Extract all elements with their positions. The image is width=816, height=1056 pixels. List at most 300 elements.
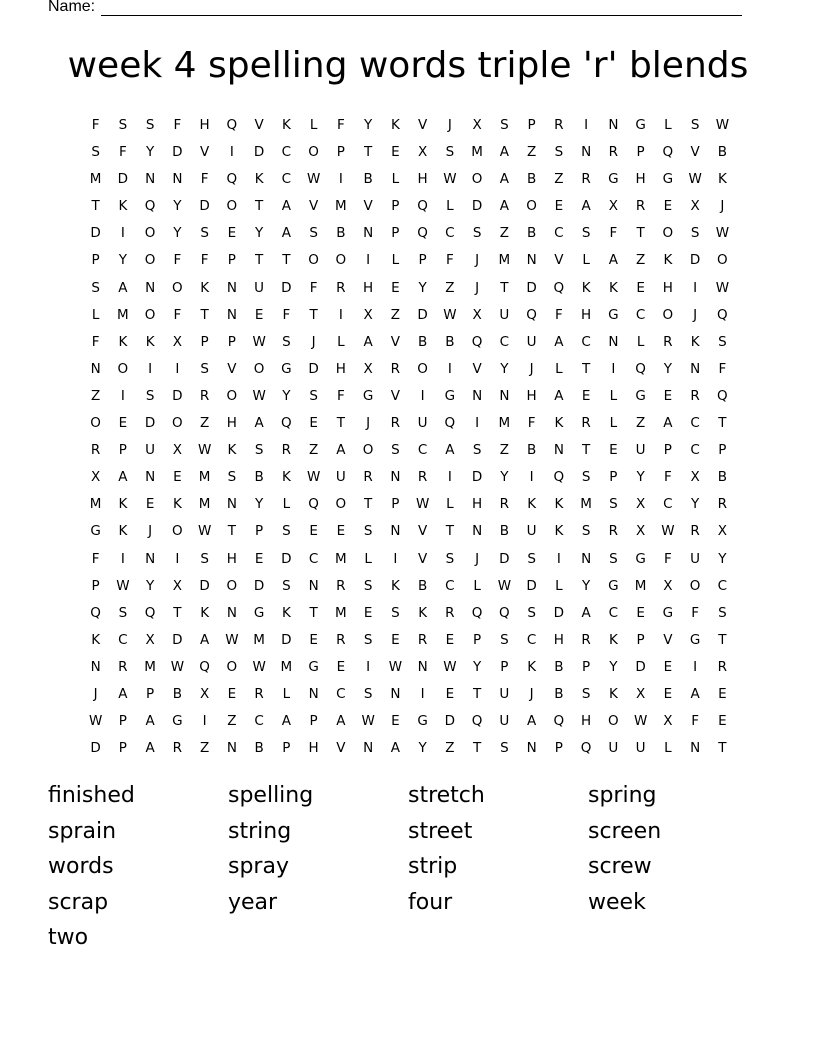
grid-cell: I [447, 360, 452, 377]
grid-cell: P [554, 740, 563, 757]
grid-cell: V [227, 360, 237, 377]
grid-cell: X [145, 631, 155, 648]
grid-cell: O [717, 252, 728, 269]
grid-cell: Y [418, 279, 427, 296]
grid-cell: M [335, 198, 347, 215]
grid-cell: S [445, 144, 455, 161]
grid-cell: E [554, 198, 564, 215]
grid-cell: O [117, 360, 129, 377]
grid-cell: R [172, 740, 183, 757]
grid-cell: J [529, 685, 534, 702]
grid-cell: R [199, 387, 210, 404]
grid-cell: P [282, 740, 291, 757]
grid-cell: X [608, 198, 618, 215]
grid-cell: I [529, 469, 534, 486]
grid-cell: J [311, 333, 316, 350]
grid-cell: N [308, 577, 319, 594]
grid-cell: Q [308, 496, 319, 513]
grid-cell: K [281, 604, 291, 621]
grid-cell: D [689, 252, 701, 269]
grid-cell: D [526, 577, 537, 594]
grid-cell: X [636, 685, 646, 702]
grid-cell: K [717, 171, 727, 188]
word-list-item: spring [588, 783, 657, 808]
grid-cell: P [718, 442, 727, 459]
grid-cell: S [118, 604, 128, 621]
grid-cell: S [500, 740, 509, 757]
grid-cell: K [172, 496, 182, 513]
grid-cell: X [418, 144, 428, 161]
grid-cell: X [172, 577, 182, 594]
grid-cell: X [663, 577, 673, 594]
grid-cell: A [581, 604, 591, 621]
grid-cell: F [663, 469, 672, 486]
grid-cell: S [145, 387, 155, 404]
grid-cell: I [148, 360, 153, 377]
grid-cell: E [609, 442, 618, 459]
grid-cell: L [309, 117, 318, 133]
grid-cell: A [499, 198, 509, 215]
grid-cell: Q [90, 604, 101, 621]
grid-cell: E [145, 496, 155, 513]
grid-cell: Y [255, 225, 264, 242]
grid-cell: L [636, 333, 645, 350]
grid-cell: A [445, 442, 455, 459]
grid-cell: A [581, 198, 591, 215]
grid-cell: J [693, 306, 698, 323]
grid-cell: V [663, 631, 673, 648]
grid-cell: Y [609, 658, 618, 675]
grid-cell: N [608, 117, 619, 133]
grid-cell: U [608, 740, 619, 757]
grid-cell: R [90, 442, 101, 459]
grid-cell: P [391, 198, 400, 215]
grid-cell: G [253, 604, 265, 621]
grid-cell: F [200, 171, 209, 188]
grid-cell: I [338, 171, 343, 188]
grid-cell: G [662, 604, 674, 621]
grid-cell: G [90, 523, 101, 540]
grid-cell: N [145, 279, 156, 296]
grid-cell: V [472, 360, 482, 377]
grid-cell: E [391, 144, 400, 161]
grid-cell: W [388, 658, 403, 675]
grid-cell: H [581, 306, 592, 323]
grid-cell: E [718, 713, 727, 730]
grid-cell: O [662, 306, 674, 323]
grid-cell: V [690, 144, 700, 161]
word-list-item: scrap [48, 889, 109, 915]
grid-cell: G [172, 713, 183, 730]
grid-cell: S [472, 225, 482, 242]
grid-cell: Y [173, 225, 182, 242]
grid-cell: I [393, 550, 398, 567]
grid-cell: A [254, 415, 264, 432]
grid-cell: S [200, 550, 209, 567]
grid-cell: S [527, 550, 536, 567]
grid-cell: Q [144, 198, 156, 215]
grid-cell: Z [445, 740, 455, 757]
word-list [48, 778, 768, 956]
grid-cell: X [690, 198, 700, 215]
grid-cell: O [226, 577, 238, 594]
grid-cell: A [336, 442, 346, 459]
grid-cell: C [445, 225, 455, 242]
grid-cell: R [118, 658, 128, 675]
grid-cell: S [391, 442, 400, 459]
grid-cell: L [446, 496, 454, 513]
grid-cell: H [363, 279, 374, 296]
word-list-item: street [408, 818, 473, 844]
grid-cell: V [554, 252, 564, 269]
grid-cell: N [690, 360, 701, 377]
grid-cell: K [281, 469, 291, 486]
grid-cell: X [472, 117, 482, 133]
grid-cell: R [254, 685, 264, 702]
grid-cell: X [636, 523, 646, 540]
grid-cell: M [117, 306, 129, 323]
grid-cell: I [338, 306, 343, 323]
grid-cell: T [364, 496, 373, 513]
grid-cell: M [335, 550, 347, 567]
grid-cell: K [608, 631, 618, 648]
grid-cell: N [390, 685, 401, 702]
grid-cell: S [609, 550, 618, 567]
grid-cell: X [172, 333, 182, 350]
grid-cell: O [308, 144, 319, 161]
grid-cell: C [717, 577, 728, 594]
word-list-item: screw [588, 854, 652, 879]
grid-cell: B [499, 523, 509, 540]
grid-cell: R [717, 496, 728, 513]
grid-cell: U [335, 469, 346, 486]
grid-cell: B [254, 740, 264, 757]
grid-cell: E [445, 631, 455, 648]
grid-cell: S [609, 496, 618, 513]
grid-cell: F [200, 252, 209, 269]
grid-cell: E [118, 415, 128, 432]
grid-cell: F [527, 415, 536, 432]
grid-cell: L [555, 577, 563, 594]
grid-cell: D [499, 550, 510, 567]
grid-cell: M [253, 631, 265, 648]
grid-cell: T [582, 442, 591, 459]
grid-cell: Q [553, 279, 565, 296]
grid-cell: N [608, 333, 619, 350]
grid-cell: S [91, 279, 100, 296]
grid-cell: F [336, 387, 345, 404]
grid-cell: W [443, 306, 457, 323]
grid-cell: I [420, 685, 425, 702]
grid-cell: W [661, 523, 675, 540]
grid-cell: J [148, 523, 153, 540]
grid-cell: U [635, 740, 646, 757]
grid-cell: S [282, 333, 291, 350]
grid-cell: A [690, 685, 700, 702]
grid-cell: K [390, 117, 400, 133]
grid-cell: W [715, 117, 730, 133]
grid-cell: T [364, 144, 373, 161]
grid-cell: F [663, 550, 672, 567]
grid-cell: V [418, 117, 428, 133]
grid-cell: C [254, 713, 264, 730]
grid-cell: U [526, 333, 537, 350]
grid-cell: P [146, 685, 155, 702]
grid-cell: S [363, 577, 373, 594]
grid-cell: C [690, 415, 700, 432]
grid-cell: C [499, 333, 510, 350]
grid-cell: F [118, 144, 127, 161]
grid-cell: C [690, 442, 700, 459]
grid-cell: J [720, 198, 725, 215]
grid-cell: K [145, 333, 155, 350]
grid-cell: T [473, 685, 482, 702]
grid-cell: L [609, 387, 618, 404]
grid-cell: E [636, 604, 645, 621]
grid-cell: N [145, 171, 156, 188]
grid-cell: A [118, 685, 128, 702]
grid-cell: E [718, 685, 727, 702]
grid-cell: W [88, 713, 103, 730]
grid-cell: O [526, 198, 537, 215]
grid-cell: O [335, 496, 347, 513]
grid-cell: W [116, 577, 130, 594]
grid-cell: P [91, 252, 100, 269]
grid-cell: R [608, 144, 619, 161]
grid-cell: C [554, 225, 564, 242]
grid-cell: P [663, 442, 672, 459]
grid-cell: K [554, 523, 564, 540]
grid-cell: B [526, 442, 537, 459]
grid-cell: K [663, 252, 673, 269]
page-title: week 4 spelling words triple 'r' blends [67, 45, 749, 86]
grid-cell: C [281, 171, 292, 188]
grid-cell: N [226, 306, 237, 323]
grid-cell: K [581, 279, 591, 296]
grid-cell: D [471, 198, 483, 215]
grid-cell: O [608, 713, 619, 730]
grid-cell: W [306, 469, 321, 486]
word-list-item: spelling [228, 783, 314, 808]
name-line [48, 0, 742, 16]
grid-cell: N [417, 658, 428, 675]
grid-cell: C [336, 685, 346, 702]
grid-cell: Y [663, 360, 672, 377]
grid-cell: L [473, 577, 481, 594]
word-list-item: week [588, 889, 646, 915]
grid-cell: U [145, 442, 156, 459]
grid-cell: E [336, 523, 346, 540]
grid-cell: N [690, 740, 701, 757]
grid-cell: Y [582, 577, 591, 594]
grid-cell: Q [417, 198, 428, 215]
grid-cell: N [581, 144, 592, 161]
grid-cell: R [417, 631, 428, 648]
grid-cell: Z [309, 442, 319, 459]
grid-cell: E [581, 387, 591, 404]
grid-cell: Q [144, 604, 156, 621]
grid-cell: K [608, 279, 618, 296]
grid-cell: Z [554, 171, 564, 188]
grid-cell: V [200, 144, 210, 161]
grid-cell: X [717, 523, 727, 540]
word-list-item: four [408, 889, 453, 915]
grid-cell: M [498, 252, 511, 269]
grid-cell: E [254, 306, 264, 323]
grid-cell: K [254, 171, 264, 188]
grid-cell: T [227, 523, 236, 540]
grid-cell: O [172, 523, 183, 540]
grid-cell: U [417, 415, 428, 432]
grid-cell: M [580, 496, 592, 513]
grid-cell: G [635, 387, 646, 404]
grid-cell: C [445, 577, 455, 594]
grid-cell: L [446, 198, 454, 215]
grid-cell: F [609, 225, 618, 242]
grid-cell: N [145, 469, 156, 486]
grid-cell: N [363, 740, 374, 757]
grid-cell: Q [471, 604, 483, 621]
grid-cell: E [391, 713, 400, 730]
grid-cell: L [282, 685, 291, 702]
grid-cell: F [282, 306, 291, 323]
grid-cell: H [199, 117, 210, 133]
grid-cell: R [417, 469, 428, 486]
grid-cell: S [282, 577, 291, 594]
grid-cell: W [715, 279, 730, 296]
grid-cell: U [635, 442, 646, 459]
grid-cell: M [498, 415, 511, 432]
grid-cell: P [309, 713, 318, 730]
grid-cell: S [363, 631, 373, 648]
grid-cell: R [554, 117, 564, 133]
grid-cell: S [254, 442, 264, 459]
grid-cell: H [472, 496, 483, 513]
grid-cell: R [608, 523, 619, 540]
grid-cell: X [636, 496, 646, 513]
grid-cell: A [554, 333, 564, 350]
grid-cell: D [253, 144, 265, 161]
grid-cell: B [254, 469, 264, 486]
grid-cell: M [471, 144, 483, 161]
grid-cell: W [252, 658, 266, 675]
grid-cell: S [391, 604, 400, 621]
grid-cell: J [447, 117, 452, 133]
grid-cell: K [227, 442, 237, 459]
grid-cell: S [500, 117, 509, 133]
grid-cell: J [475, 550, 480, 567]
grid-cell: O [144, 225, 156, 242]
grid-cell: R [445, 604, 455, 621]
grid-cell: R [717, 658, 728, 675]
grid-cell: D [281, 279, 292, 296]
grid-cell: Q [553, 713, 565, 730]
word-list-item: two [48, 925, 89, 950]
grid-cell: F [173, 117, 182, 133]
grid-cell: O [226, 658, 238, 675]
grid-cell: R [336, 631, 346, 648]
grid-cell: P [527, 117, 536, 133]
grid-cell: T [309, 604, 318, 621]
word-list-item: strip [408, 854, 458, 879]
grid-cell: W [361, 713, 375, 730]
grid-cell: T [255, 198, 264, 215]
grid-cell: Z [390, 306, 400, 323]
grid-cell: D [417, 306, 428, 323]
grid-cell: Z [636, 415, 646, 432]
grid-cell: N [226, 279, 237, 296]
grid-cell: A [145, 713, 155, 730]
grid-cell: I [202, 713, 207, 730]
grid-cell: O [253, 360, 265, 377]
grid-cell: R [663, 333, 673, 350]
grid-cell: S [527, 604, 536, 621]
grid-cell: T [473, 740, 482, 757]
grid-cell: I [447, 469, 452, 486]
grid-cell: Q [526, 306, 537, 323]
grid-cell: A [608, 252, 618, 269]
grid-cell: Y [173, 198, 182, 215]
grid-cell: Y [146, 577, 155, 594]
grid-cell: N [308, 685, 319, 702]
grid-cell: P [391, 225, 400, 242]
grid-cell: K [554, 496, 564, 513]
grid-cell: K [118, 523, 128, 540]
grid-cell: N [499, 387, 510, 404]
grid-cell: J [475, 252, 480, 269]
grid-cell: B [717, 144, 727, 161]
grid-cell: X [172, 442, 182, 459]
grid-cell: T [309, 306, 318, 323]
grid-cell: D [144, 415, 156, 432]
grid-cell: S [118, 117, 128, 133]
grid-cell: Y [146, 144, 155, 161]
grid-cell: T [173, 604, 182, 621]
grid-cell: S [581, 469, 591, 486]
grid-cell: O [226, 198, 238, 215]
grid-cell: K [118, 496, 128, 513]
grid-cell: U [690, 550, 701, 567]
grid-cell: Y [500, 360, 509, 377]
grid-cell: X [472, 306, 482, 323]
grid-cell: O [144, 252, 156, 269]
grid-cell: D [199, 198, 210, 215]
grid-cell: P [200, 333, 209, 350]
grid-cell: C [635, 306, 646, 323]
grid-cell: T [718, 631, 727, 648]
grid-cell: O [226, 387, 238, 404]
grid-cell: Y [636, 469, 645, 486]
grid-cell: B [554, 685, 564, 702]
grid-cell: E [663, 685, 673, 702]
word-list-item: string [228, 818, 292, 844]
grid-cell: I [475, 415, 480, 432]
grid-cell: G [635, 550, 646, 567]
grid-cell: X [690, 469, 700, 486]
grid-cell: S [282, 523, 291, 540]
grid-cell: L [391, 252, 400, 269]
grid-cell: A [118, 469, 128, 486]
grid-cell: D [635, 658, 646, 675]
grid-cell: A [281, 713, 291, 730]
word-list-item: year [228, 889, 278, 915]
grid-cell: G [608, 306, 619, 323]
grid-cell: O [172, 415, 183, 432]
grid-cell: P [336, 144, 345, 161]
grid-cell: P [636, 631, 645, 648]
grid-cell: I [611, 360, 616, 377]
grid-cell: D [526, 279, 537, 296]
